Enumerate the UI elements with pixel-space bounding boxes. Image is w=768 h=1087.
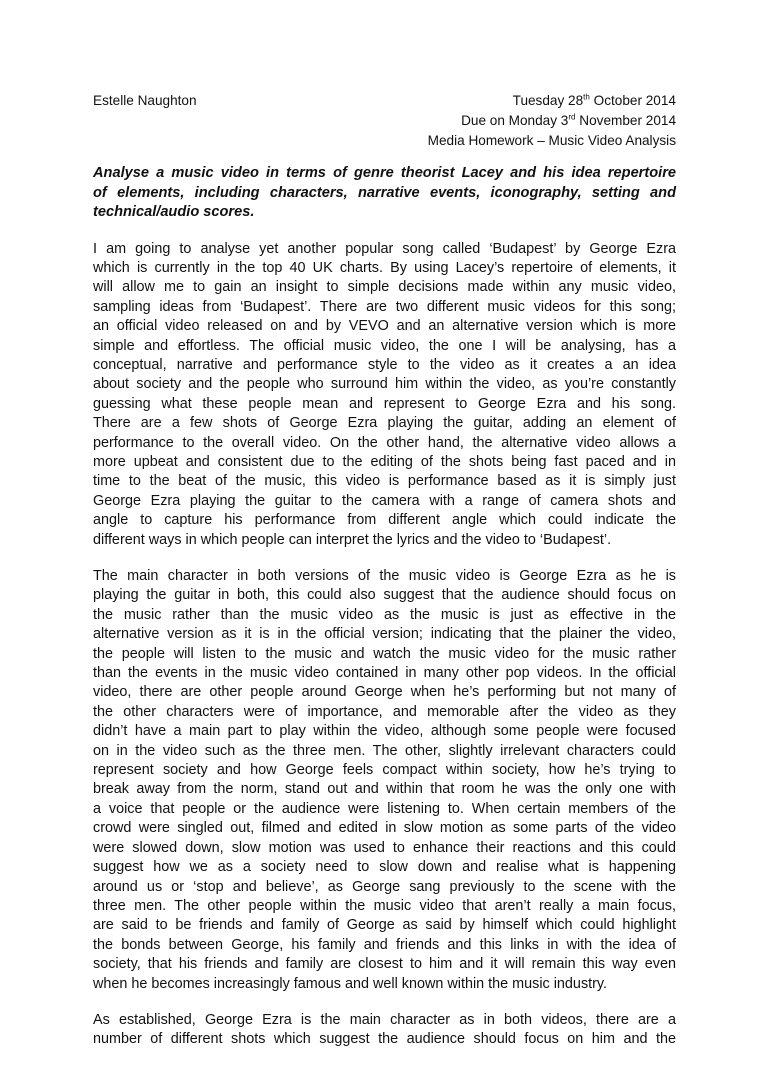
paragraph-line: George Ezra playing the guitar to the camera with a range of camera shots and: [93, 492, 676, 509]
question-line: technical/audio scores.: [93, 204, 255, 220]
paragraph-line: There are a few shots of George Ezra playing the guitar, adding an element of: [93, 415, 676, 432]
paragraph-line: about society and the people who surround him within the video, as you’re constantly: [93, 376, 676, 393]
header-details: [428, 91, 676, 151]
paragraph-line: number of different shots which suggest the audience should focus on him and the: [93, 1031, 676, 1048]
paragraph-line: playing the guitar in both, this could also suggest that the audience should focus on: [93, 587, 676, 604]
paragraph-line: a voice that people or the audience were listening to. When certain members of the: [93, 800, 676, 817]
paragraph-line: crowd were singled out, filmed and edited in slow motion as some parts of the video: [93, 820, 676, 837]
question-line: Analyse a music video in terms of genre theorist Lacey and his idea repertoire: [93, 165, 676, 181]
paragraph-line: the other characters were of importance, and memorable after the video as they: [93, 703, 676, 720]
paragraph-line: I am going to analyse yet another popular song called ‘Budapest’ by George Ezra: [93, 240, 676, 257]
paragraph-line: on in the video such as the three men. The other, slightly irrelevant characters could: [93, 742, 676, 759]
date-line: Tuesday 28th October 2014: [512, 92, 676, 108]
author-name: Estelle Naughton: [93, 93, 197, 108]
paragraph-line: As established, George Ezra is the main character as in both videos, there are a: [93, 1011, 676, 1028]
body-paragraph-2: [93, 567, 676, 994]
paragraph-line: guessing what these people mean and represent to George Ezra and his song.: [93, 395, 676, 412]
paragraph-line: time to the beat of the music, this video is performance based as it is simply just: [93, 473, 676, 490]
paragraph-line: will allow me to gain an insight to simple decisions made within any music video,: [93, 279, 676, 296]
subject-line: Media Homework – Music Video Analysis: [427, 133, 676, 148]
paragraph-line: performance to the overall video. On the other hand, the alternative video allows a: [93, 434, 676, 451]
paragraph-line: break away from the norm, stand out and within that room he was the only one with: [93, 781, 676, 798]
due-date-line: Due on Monday 3rd November 2014: [461, 112, 676, 128]
paragraph-line: the people will listen to the music and watch the music video for the music rather: [93, 645, 676, 662]
paragraph-line: sampling ideas from ‘Budapest’. There are two different music videos for this song;: [93, 298, 676, 315]
body-paragraph-1: [93, 240, 676, 551]
paragraph-line: when he becomes increasingly famous and well known within the music industry.: [93, 975, 608, 992]
question-line: of elements, including characters, narrative events, iconography, setting and: [93, 184, 676, 201]
paragraph-line: represent society and how George feels compact within society, how he’s trying to: [93, 762, 676, 779]
paragraph-line: didn’t have a main part to play within the video, although some people were focused: [93, 723, 676, 740]
paragraph-line: are said to be friends and family of George as said by himself which could highlight: [93, 917, 676, 934]
paragraph-line: The main character in both versions of the music video is George Ezra as he is: [93, 568, 676, 584]
paragraph-line: than the events in the music video contained in many other pop videos. In the official: [93, 665, 676, 682]
document-page: [93, 91, 676, 1050]
paragraph-line: more upbeat and consistent due to the editing of the shots being fast paced and in: [93, 453, 676, 470]
paragraph-line: society, that his friends and family are closest to him and it will remain this way even: [93, 956, 676, 973]
paragraph-line: angle to capture his performance from different angle which could indicate the: [93, 512, 676, 529]
paragraph-line: were slowed down, slow motion was used to enhance their reactions and this could: [93, 839, 676, 856]
paragraph-line: conceptual, narrative and performance style to the video as it creates a an idea: [93, 356, 676, 373]
paragraph-line: suggest how we as a society need to slow down and realise what is happening: [93, 859, 676, 876]
essay-question: [93, 164, 676, 223]
paragraph-line: different ways in which people can interpret the lyrics and the video to ‘Budapest’.: [93, 531, 612, 548]
document-header: [93, 91, 676, 151]
paragraph-line: the bonds between George, his family and friends and this links in with the idea of: [93, 936, 676, 953]
paragraph-line: an official video released on and by VEVO and an alternative version which is more: [93, 318, 676, 335]
paragraph-line: which is currently in the top 40 UK charts. By using Lacey’s repertoire of elements, it: [93, 259, 676, 276]
paragraph-line: three men. The other people within the music video that aren’t really a main focus,: [93, 897, 676, 914]
paragraph-line: around us or ‘stop and believe’, as George sang previously to the scene with the: [93, 878, 676, 895]
paragraph-line: simple and effortless. The official music video, the one I will be analysing, has a: [93, 337, 676, 354]
body-paragraph-3: [93, 1011, 676, 1050]
paragraph-line: the music rather than the music video as the music is just as effective in the: [93, 606, 676, 623]
paragraph-line: alternative version as it is in the official version; indicating that the plainer the video,: [93, 626, 676, 643]
paragraph-line: video, there are other people around George when he’s performing but not many of: [93, 684, 676, 701]
